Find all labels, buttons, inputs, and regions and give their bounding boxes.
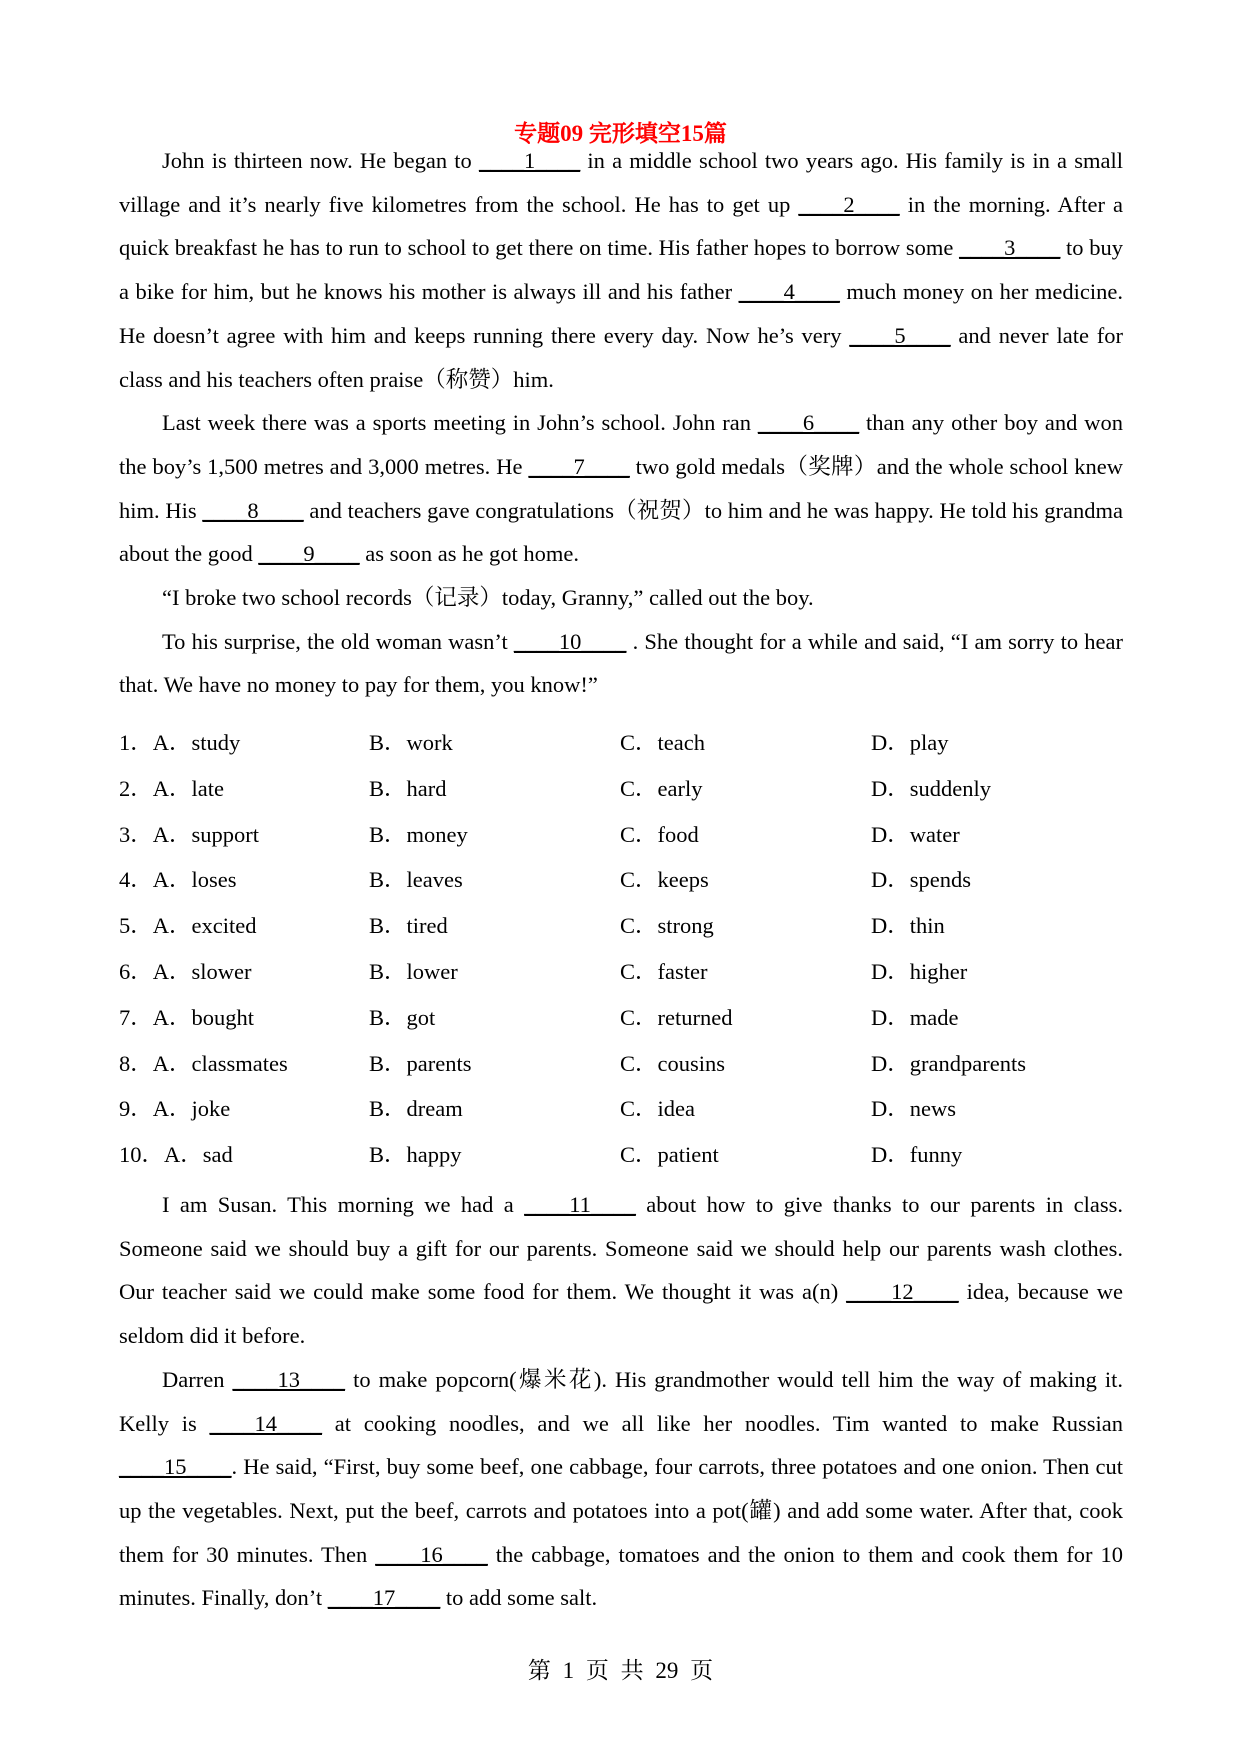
option-d: D．grandparents: [871, 1050, 1026, 1076]
option-d: D．water: [871, 821, 960, 847]
option-c: C．strong: [620, 913, 714, 939]
option-d: D．made: [871, 1004, 959, 1030]
option-b: B．leaves: [369, 867, 463, 893]
answer-options: [119, 720, 1123, 1178]
option-b: B．dream: [369, 1096, 463, 1122]
blank-16: ____16____: [375, 1541, 488, 1567]
blank-7: ____7____: [528, 453, 630, 479]
option-row: [119, 812, 1123, 858]
option-row: [119, 1132, 1123, 1178]
blank-1: ____1____: [478, 148, 581, 173]
option-d: D．spends: [871, 867, 971, 893]
option-a: 3．A．support: [119, 821, 259, 847]
option-row: [119, 720, 1123, 766]
blank-6: ____6____: [757, 410, 860, 436]
option-d: D．funny: [871, 1142, 963, 1168]
option-row: [119, 1041, 1123, 1087]
option-row: [119, 857, 1123, 903]
option-c: C．keeps: [620, 867, 709, 893]
option-b: B．money: [369, 821, 468, 847]
option-b: B．tired: [369, 913, 448, 939]
blank-15: ____15____: [119, 1454, 232, 1480]
passage-1-paragraph-4: To his surprise, the old woman wasn’t ____10____ . She thought for a while and said, “I am sorry to hear that. We have no money to pay for them, you know!”: [119, 628, 1123, 698]
option-row: [119, 995, 1123, 1041]
option-a: 1．A．study: [119, 730, 241, 755]
passage-2-paragraph-2: Darren ____13____ to make popcorn(爆米花). His grandmother would tell him the way of making it. Kelly is ____14____ at cooking noodles, and we all like her noodles. Tim wanted to make Russian ____15____. He said, “First, buy some beef, one cabbage, four carrots, three potatoes and one onion. Then cut up the vegetables. Next, put the beef, carrots and potatoes into a pot(罐) and add some water. After that, cook them for 30 minutes. Then ____16____ the cabbage, tomatoes and the onion to them and cook them for 10 minutes. Finally, don’t ____17____ to add some salt.: [119, 1366, 1123, 1611]
option-b: B．got: [369, 1004, 436, 1030]
option-b: B．hard: [369, 775, 447, 801]
passage-1: [119, 139, 1123, 707]
blank-2: ____2____: [798, 191, 900, 217]
option-c: C．patient: [620, 1142, 719, 1168]
passage-1-paragraph-2: Last week there was a sports meeting in John’s school. John ran ____6____ than any other boy and won the boy’s 1,500 metres and 3,000 metres. He ____7____ two gold medals（奖牌）and the whole school knew him. His ____8____ and teachers gave congratulations（祝贺）to him and he was happy. He told his grandma about the good ____9____ as soon as he got home.: [119, 410, 1123, 567]
option-row: [119, 766, 1123, 812]
option-d: D．thin: [871, 913, 945, 939]
option-c: C．food: [620, 821, 699, 847]
option-a: 4．A．loses: [119, 867, 237, 893]
option-a: 6．A．slower: [119, 958, 252, 984]
blank-12: ____12____: [846, 1279, 959, 1305]
option-d: D．play: [871, 730, 949, 755]
option-row: [119, 949, 1123, 995]
option-c: C．early: [620, 775, 703, 801]
option-c: C．cousins: [620, 1050, 726, 1076]
option-c: C．idea: [620, 1096, 695, 1122]
option-a: 7．A．bought: [119, 1004, 255, 1030]
option-b: B．lower: [369, 958, 458, 984]
option-d: D．higher: [871, 958, 968, 984]
blank-11: ____11____: [524, 1192, 636, 1217]
option-c: C．faster: [620, 958, 708, 984]
passage-1-paragraph-3: “I broke two school records（记录）today, Granny,” called out the boy.: [162, 585, 814, 611]
option-c: C．returned: [620, 1004, 733, 1030]
blank-5: ____5____: [849, 322, 951, 348]
option-a: 5．A．excited: [119, 913, 257, 939]
option-a: 2．A．late: [119, 775, 224, 801]
blank-14: ____14____: [209, 1410, 323, 1436]
option-d: D．suddenly: [871, 775, 991, 801]
passage-2-paragraph-1: I am Susan. This morning we had a ____11____ about how to give thanks to our parents in class. Someone said we should buy a gift for our parents. Someone said we should help our parents wash clothes. Our teacher said we could make some food for them. We thought it was a(n) ____12____ idea, because we seldom did it before.: [119, 1192, 1123, 1349]
page-footer: 第 1 页 共 29 页: [527, 1658, 714, 1683]
passage-2: [119, 1183, 1123, 1620]
blank-17: ____17____: [327, 1585, 441, 1611]
option-a: 10．A．sad: [119, 1142, 233, 1168]
option-a: 9．A．joke: [119, 1096, 231, 1122]
option-b: B．happy: [369, 1142, 462, 1168]
page-title: 专题09 完形填空15篇: [514, 121, 727, 146]
blank-3: ____3____: [959, 235, 1061, 261]
blank-10: ____10____: [513, 628, 627, 654]
option-row: [119, 1086, 1123, 1132]
passage-1-paragraph-1: John is thirteen now. He began to ____1____ in a middle school two years ago. His family is in a small village and it’s nearly five kilometres from the school. He has to get up ____2____ in the morning. After a quick breakfast he has to run to school to get there on time. His father hopes to borrow some ____3____ to buy a bike for him, but he knows his mother is always ill and his father ____4____ much money on her medicine. He doesn’t agree with him and keeps running there every day. Now he’s very ____5____ and never late for class and his teachers often praise（称赞）him.: [119, 148, 1123, 392]
option-a: 8．A．classmates: [119, 1050, 288, 1076]
blank-13: ____13____: [232, 1366, 346, 1392]
option-c: C．teach: [620, 730, 705, 755]
option-d: D．news: [871, 1096, 956, 1122]
option-b: B．work: [369, 730, 453, 755]
blank-4: ____4____: [738, 279, 840, 305]
blank-8: ____8____: [202, 497, 304, 523]
option-b: B．parents: [369, 1050, 472, 1076]
blank-9: ____9____: [258, 541, 360, 567]
option-row: [119, 903, 1123, 949]
